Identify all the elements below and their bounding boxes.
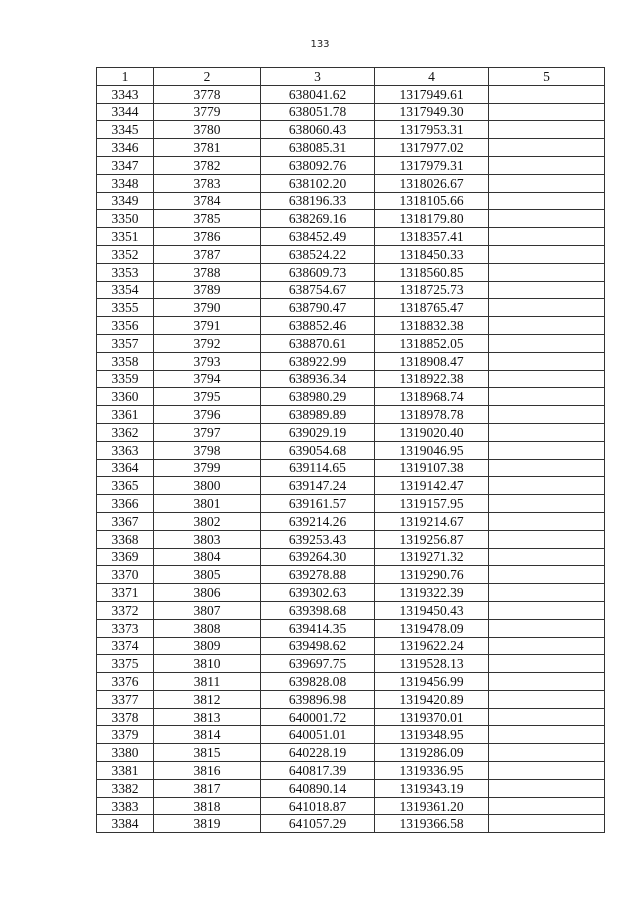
cell-note (489, 85, 605, 103)
cell-coordinate-y: 1319370.01 (375, 708, 489, 726)
table-row (97, 762, 605, 780)
cell-row-number: 3368 (97, 530, 154, 548)
cell-row-number: 3379 (97, 726, 154, 744)
cell-row-number: 3363 (97, 441, 154, 459)
cell-point-number: 3810 (154, 655, 261, 673)
cell-note (489, 655, 605, 673)
cell-note (489, 637, 605, 655)
cell-coordinate-y: 1317949.61 (375, 85, 489, 103)
cell-row-number: 3362 (97, 423, 154, 441)
cell-row-number: 3380 (97, 744, 154, 762)
table-row (97, 690, 605, 708)
cell-row-number: 3367 (97, 512, 154, 530)
cell-coordinate-x: 639414.35 (261, 619, 375, 637)
table-row (97, 352, 605, 370)
cell-coordinate-x: 638790.47 (261, 299, 375, 317)
cell-coordinate-y: 1319157.95 (375, 495, 489, 513)
header-col-3: 3 (261, 68, 375, 86)
cell-row-number: 3348 (97, 174, 154, 192)
cell-point-number: 3802 (154, 512, 261, 530)
cell-row-number: 3356 (97, 317, 154, 335)
cell-coordinate-x: 639029.19 (261, 423, 375, 441)
cell-point-number: 3784 (154, 192, 261, 210)
cell-row-number: 3369 (97, 548, 154, 566)
table-row (97, 370, 605, 388)
cell-coordinate-x: 639114.65 (261, 459, 375, 477)
cell-coordinate-y: 1318026.67 (375, 174, 489, 192)
table-row (97, 477, 605, 495)
cell-coordinate-x: 641057.29 (261, 815, 375, 833)
table-row (97, 726, 605, 744)
cell-coordinate-x: 638102.20 (261, 174, 375, 192)
cell-coordinate-x: 640890.14 (261, 779, 375, 797)
cell-note (489, 210, 605, 228)
table-row (97, 459, 605, 477)
cell-coordinate-x: 638060.43 (261, 121, 375, 139)
cell-coordinate-x: 638196.33 (261, 192, 375, 210)
cell-coordinate-x: 638041.62 (261, 85, 375, 103)
cell-point-number: 3799 (154, 459, 261, 477)
cell-note (489, 744, 605, 762)
cell-point-number: 3815 (154, 744, 261, 762)
table-row (97, 263, 605, 281)
cell-row-number: 3375 (97, 655, 154, 673)
cell-point-number: 3780 (154, 121, 261, 139)
table-row (97, 317, 605, 335)
table-row (97, 281, 605, 299)
cell-row-number: 3359 (97, 370, 154, 388)
table-row (97, 245, 605, 263)
cell-row-number: 3358 (97, 352, 154, 370)
cell-row-number: 3343 (97, 85, 154, 103)
cell-point-number: 3814 (154, 726, 261, 744)
cell-coordinate-y: 1319256.87 (375, 530, 489, 548)
cell-point-number: 3793 (154, 352, 261, 370)
table-row (97, 797, 605, 815)
cell-coordinate-x: 641018.87 (261, 797, 375, 815)
table-row (97, 779, 605, 797)
cell-point-number: 3792 (154, 334, 261, 352)
cell-point-number: 3819 (154, 815, 261, 833)
cell-note (489, 619, 605, 637)
cell-point-number: 3798 (154, 441, 261, 459)
cell-coordinate-y: 1319271.32 (375, 548, 489, 566)
cell-row-number: 3344 (97, 103, 154, 121)
cell-point-number: 3816 (154, 762, 261, 780)
cell-coordinate-x: 639828.08 (261, 673, 375, 691)
cell-coordinate-y: 1318832.38 (375, 317, 489, 335)
cell-coordinate-x: 640051.01 (261, 726, 375, 744)
cell-coordinate-x: 639697.75 (261, 655, 375, 673)
cell-point-number: 3785 (154, 210, 261, 228)
cell-note (489, 156, 605, 174)
cell-coordinate-x: 639302.63 (261, 584, 375, 602)
cell-note (489, 263, 605, 281)
table-body (97, 85, 605, 832)
cell-coordinate-y: 1319366.58 (375, 815, 489, 833)
table-row (97, 85, 605, 103)
cell-point-number: 3791 (154, 317, 261, 335)
table-row (97, 637, 605, 655)
cell-coordinate-y: 1317953.31 (375, 121, 489, 139)
table-row (97, 388, 605, 406)
cell-coordinate-x: 639253.43 (261, 530, 375, 548)
table-row (97, 210, 605, 228)
cell-point-number: 3803 (154, 530, 261, 548)
cell-note (489, 299, 605, 317)
cell-point-number: 3786 (154, 228, 261, 246)
cell-note (489, 690, 605, 708)
cell-note (489, 334, 605, 352)
cell-point-number: 3796 (154, 406, 261, 424)
cell-note (489, 103, 605, 121)
cell-row-number: 3360 (97, 388, 154, 406)
cell-coordinate-x: 638085.31 (261, 139, 375, 157)
cell-coordinate-y: 1319107.38 (375, 459, 489, 477)
table-row (97, 744, 605, 762)
cell-point-number: 3808 (154, 619, 261, 637)
cell-row-number: 3353 (97, 263, 154, 281)
cell-note (489, 281, 605, 299)
table-row (97, 103, 605, 121)
cell-row-number: 3352 (97, 245, 154, 263)
cell-coordinate-x: 639161.57 (261, 495, 375, 513)
cell-coordinate-x: 639054.68 (261, 441, 375, 459)
cell-coordinate-y: 1319420.89 (375, 690, 489, 708)
table-row (97, 174, 605, 192)
cell-coordinate-y: 1318450.33 (375, 245, 489, 263)
cell-row-number: 3349 (97, 192, 154, 210)
cell-row-number: 3371 (97, 584, 154, 602)
cell-coordinate-y: 1319286.09 (375, 744, 489, 762)
cell-coordinate-x: 638922.99 (261, 352, 375, 370)
cell-point-number: 3800 (154, 477, 261, 495)
cell-point-number: 3788 (154, 263, 261, 281)
table-row (97, 156, 605, 174)
cell-coordinate-y: 1319622.24 (375, 637, 489, 655)
cell-coordinate-y: 1318978.78 (375, 406, 489, 424)
cell-note (489, 228, 605, 246)
cell-note (489, 317, 605, 335)
cell-row-number: 3384 (97, 815, 154, 833)
cell-point-number: 3790 (154, 299, 261, 317)
cell-coordinate-y: 1318968.74 (375, 388, 489, 406)
cell-note (489, 370, 605, 388)
cell-point-number: 3804 (154, 548, 261, 566)
cell-note (489, 530, 605, 548)
cell-point-number: 3818 (154, 797, 261, 815)
cell-note (489, 174, 605, 192)
table-row (97, 406, 605, 424)
cell-coordinate-y: 1319450.43 (375, 601, 489, 619)
cell-note (489, 352, 605, 370)
cell-note (489, 245, 605, 263)
table-row (97, 673, 605, 691)
cell-coordinate-x: 639278.88 (261, 566, 375, 584)
cell-coordinate-x: 639896.98 (261, 690, 375, 708)
cell-coordinate-x: 638980.29 (261, 388, 375, 406)
cell-note (489, 797, 605, 815)
cell-coordinate-x: 639264.30 (261, 548, 375, 566)
coordinates-table (96, 67, 605, 833)
cell-row-number: 3377 (97, 690, 154, 708)
cell-note (489, 512, 605, 530)
cell-coordinate-y: 1318908.47 (375, 352, 489, 370)
header-col-1: 1 (97, 68, 154, 86)
cell-row-number: 3370 (97, 566, 154, 584)
cell-row-number: 3357 (97, 334, 154, 352)
cell-coordinate-x: 638852.46 (261, 317, 375, 335)
cell-note (489, 121, 605, 139)
cell-note (489, 726, 605, 744)
cell-coordinate-y: 1319478.09 (375, 619, 489, 637)
cell-coordinate-y: 1319046.95 (375, 441, 489, 459)
table-header (97, 68, 605, 86)
table-row (97, 530, 605, 548)
cell-coordinate-x: 639498.62 (261, 637, 375, 655)
cell-coordinate-y: 1319290.76 (375, 566, 489, 584)
cell-point-number: 3795 (154, 388, 261, 406)
cell-point-number: 3778 (154, 85, 261, 103)
cell-point-number: 3789 (154, 281, 261, 299)
cell-coordinate-y: 1319456.99 (375, 673, 489, 691)
cell-note (489, 815, 605, 833)
cell-note (489, 406, 605, 424)
cell-coordinate-y: 1318765.47 (375, 299, 489, 317)
table-row (97, 815, 605, 833)
table-row (97, 512, 605, 530)
table-row (97, 601, 605, 619)
cell-coordinate-y: 1319348.95 (375, 726, 489, 744)
cell-coordinate-x: 638754.67 (261, 281, 375, 299)
cell-row-number: 3365 (97, 477, 154, 495)
cell-coordinate-y: 1318725.73 (375, 281, 489, 299)
cell-coordinate-x: 638269.16 (261, 210, 375, 228)
cell-note (489, 601, 605, 619)
cell-coordinate-y: 1318922.38 (375, 370, 489, 388)
table-row (97, 121, 605, 139)
cell-row-number: 3345 (97, 121, 154, 139)
cell-coordinate-y: 1319142.47 (375, 477, 489, 495)
table-row (97, 708, 605, 726)
cell-coordinate-y: 1319361.20 (375, 797, 489, 815)
cell-note (489, 708, 605, 726)
table-row (97, 584, 605, 602)
cell-point-number: 3801 (154, 495, 261, 513)
header-col-2: 2 (154, 68, 261, 86)
cell-coordinate-x: 638989.89 (261, 406, 375, 424)
cell-point-number: 3779 (154, 103, 261, 121)
header-col-5: 5 (489, 68, 605, 86)
cell-coordinate-x: 638870.61 (261, 334, 375, 352)
cell-coordinate-x: 639214.26 (261, 512, 375, 530)
cell-note (489, 459, 605, 477)
header-row (97, 68, 605, 86)
cell-note (489, 762, 605, 780)
cell-note (489, 441, 605, 459)
cell-point-number: 3811 (154, 673, 261, 691)
cell-row-number: 3382 (97, 779, 154, 797)
cell-coordinate-x: 640228.19 (261, 744, 375, 762)
header-col-4: 4 (375, 68, 489, 86)
cell-coordinate-y: 1318357.41 (375, 228, 489, 246)
table-row (97, 655, 605, 673)
cell-coordinate-x: 638092.76 (261, 156, 375, 174)
cell-row-number: 3354 (97, 281, 154, 299)
cell-point-number: 3807 (154, 601, 261, 619)
cell-note (489, 779, 605, 797)
cell-note (489, 584, 605, 602)
cell-coordinate-x: 638524.22 (261, 245, 375, 263)
cell-point-number: 3817 (154, 779, 261, 797)
table-row (97, 566, 605, 584)
cell-coordinate-y: 1319020.40 (375, 423, 489, 441)
cell-coordinate-x: 639147.24 (261, 477, 375, 495)
table-row (97, 548, 605, 566)
cell-note (489, 673, 605, 691)
cell-coordinate-x: 638452.49 (261, 228, 375, 246)
table-row (97, 139, 605, 157)
cell-row-number: 3366 (97, 495, 154, 513)
cell-point-number: 3805 (154, 566, 261, 584)
cell-row-number: 3373 (97, 619, 154, 637)
cell-note (489, 548, 605, 566)
cell-note (489, 192, 605, 210)
cell-note (489, 388, 605, 406)
cell-coordinate-x: 640817.39 (261, 762, 375, 780)
cell-row-number: 3350 (97, 210, 154, 228)
cell-coordinate-y: 1317977.02 (375, 139, 489, 157)
cell-coordinate-y: 1318179.80 (375, 210, 489, 228)
cell-point-number: 3809 (154, 637, 261, 655)
cell-coordinate-y: 1319343.19 (375, 779, 489, 797)
cell-point-number: 3797 (154, 423, 261, 441)
cell-coordinate-x: 638936.34 (261, 370, 375, 388)
cell-note (489, 566, 605, 584)
cell-coordinate-y: 1317979.31 (375, 156, 489, 174)
cell-point-number: 3781 (154, 139, 261, 157)
cell-coordinate-y: 1318105.66 (375, 192, 489, 210)
table-row (97, 334, 605, 352)
cell-point-number: 3806 (154, 584, 261, 602)
cell-row-number: 3381 (97, 762, 154, 780)
page-number: 133 (310, 39, 330, 50)
cell-coordinate-y: 1319214.67 (375, 512, 489, 530)
cell-coordinate-x: 639398.68 (261, 601, 375, 619)
cell-row-number: 3364 (97, 459, 154, 477)
table-row (97, 192, 605, 210)
cell-row-number: 3383 (97, 797, 154, 815)
cell-coordinate-y: 1318852.05 (375, 334, 489, 352)
cell-coordinate-y: 1319336.95 (375, 762, 489, 780)
cell-coordinate-x: 640001.72 (261, 708, 375, 726)
table-row (97, 423, 605, 441)
cell-row-number: 3346 (97, 139, 154, 157)
cell-point-number: 3794 (154, 370, 261, 388)
cell-row-number: 3347 (97, 156, 154, 174)
cell-coordinate-y: 1319528.13 (375, 655, 489, 673)
cell-point-number: 3787 (154, 245, 261, 263)
cell-row-number: 3372 (97, 601, 154, 619)
table-row (97, 228, 605, 246)
cell-point-number: 3783 (154, 174, 261, 192)
cell-note (489, 495, 605, 513)
table-row (97, 619, 605, 637)
cell-coordinate-y: 1319322.39 (375, 584, 489, 602)
cell-point-number: 3813 (154, 708, 261, 726)
table-row (97, 495, 605, 513)
cell-row-number: 3351 (97, 228, 154, 246)
cell-row-number: 3376 (97, 673, 154, 691)
cell-note (489, 139, 605, 157)
cell-row-number: 3355 (97, 299, 154, 317)
table-row (97, 441, 605, 459)
cell-coordinate-x: 638051.78 (261, 103, 375, 121)
cell-point-number: 3812 (154, 690, 261, 708)
cell-row-number: 3361 (97, 406, 154, 424)
cell-point-number: 3782 (154, 156, 261, 174)
table-row (97, 299, 605, 317)
cell-coordinate-x: 638609.73 (261, 263, 375, 281)
cell-coordinate-y: 1318560.85 (375, 263, 489, 281)
cell-coordinate-y: 1317949.30 (375, 103, 489, 121)
cell-row-number: 3378 (97, 708, 154, 726)
cell-row-number: 3374 (97, 637, 154, 655)
cell-note (489, 477, 605, 495)
cell-note (489, 423, 605, 441)
